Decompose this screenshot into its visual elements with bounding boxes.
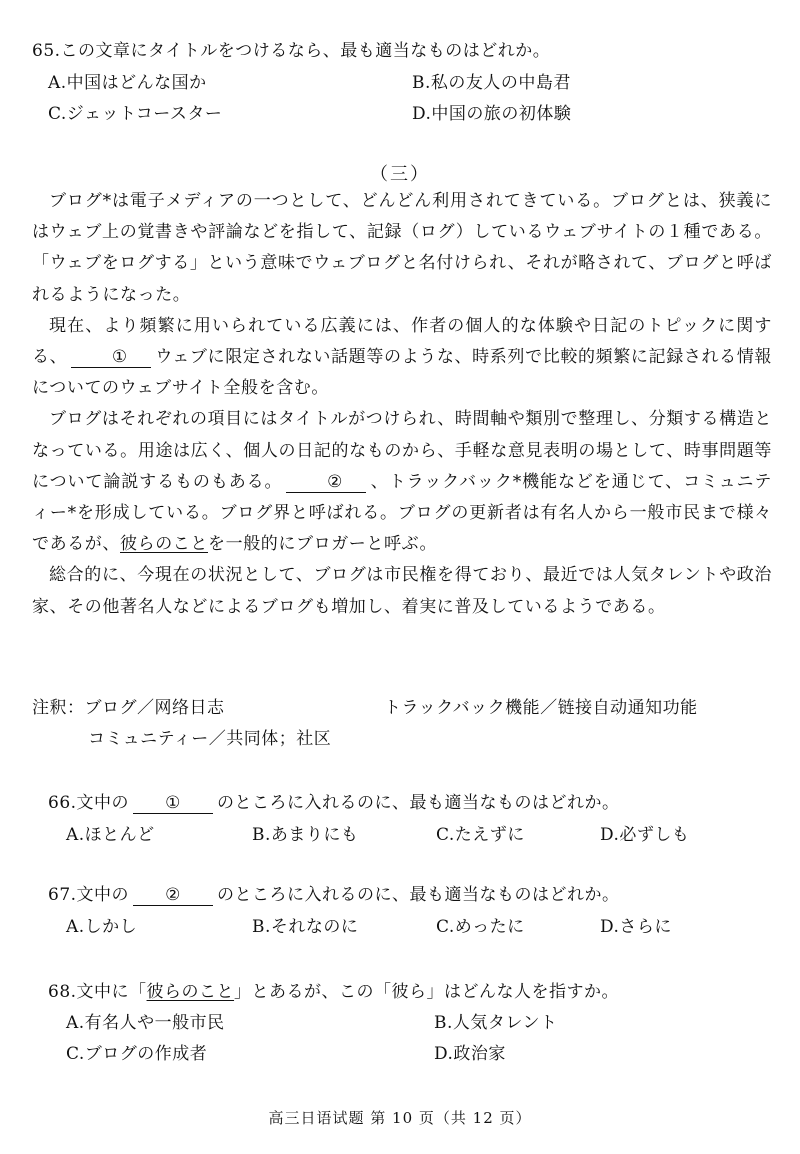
note-blog: ブログ／网络日志 (84, 698, 225, 718)
question-67-option-b: B.それなのに (252, 917, 359, 937)
question-65-option-b: B.私の友人の中島君 (412, 73, 571, 93)
question-68-underlined: 彼らのこと (146, 982, 235, 1002)
question-text: のところに入れるのに、最も適当なものはどれか。 (217, 793, 620, 813)
question-67-stem (48, 880, 620, 906)
question-text: のところに入れるのに、最も適当なものはどれか。 (217, 885, 620, 905)
question-65-option-c: C.ジェットコースター (48, 104, 223, 124)
question-66-blank: ① (133, 793, 213, 814)
passage-text: 現在、より頻繁に用いられている広義には、作者の個人的な体験や日記のトピックに関する、 (32, 315, 772, 368)
question-text: 67.文中の (48, 885, 130, 905)
blank-1: ① (71, 347, 151, 368)
question-67-option-a: A.しかし (66, 917, 138, 937)
section-heading: （三） (370, 164, 430, 185)
reading-passage (32, 186, 772, 623)
question-68-option-d: D.政治家 (434, 1044, 506, 1064)
question-67-option-c: C.めったに (436, 917, 525, 937)
question-65-option-d: D.中国の旅の初体験 (412, 104, 572, 124)
blank-2: ② (286, 472, 366, 493)
notes-label: 注釈： (32, 698, 85, 718)
question-65-option-a: A.中国はどんな国か (48, 73, 207, 93)
passage-text: ブログはそれぞれの項目にはタイトルがつけられ、時間軸や類別で整理し、分類する構造となっている。用途は広く、個人の日記的なものから、手軽な意見表明の場として、時事問題等について論説するものもある。 (32, 409, 772, 492)
question-68-option-b: B.人気タレント (434, 1013, 558, 1033)
question-66-option-a: A.ほとんど (66, 825, 155, 845)
note-trackback: トラックバック機能／链接自动通知功能 (384, 698, 698, 718)
page-footer: 高三日语试题 第 10 页（共 12 页） (268, 1109, 532, 1127)
passage-paragraph-1: ブログ*は電子メディアの一つとして、どんどん利用されてきている。ブログとは、狭義にはウェブ上の覚書きや評論などを指して、記録（ログ）しているウェブサイトの１種である。「ウェブをログする」という意味でウェブログと名付けられ、それが略されて、ブログと呼ばれるようになった。 (32, 191, 772, 305)
passage-paragraph-3 (32, 404, 772, 560)
question-66-option-b: B.あまりにも (252, 825, 359, 845)
question-66-option-c: C.たえずに (436, 825, 525, 845)
passage-text: 、トラックバック*機能などを通じて、コミュニティー*を形成している。ブログ界と呼ばれる。ブログの更新者は有名人から一般市民まで様々であるが、 (32, 471, 772, 555)
question-66-stem (48, 788, 620, 814)
passage-paragraph-2 (32, 311, 772, 405)
passage-text: ウェブに限定されない話題等のような、時系列で比較的頻繁に記録される情報についてのウェブサイト全般を含む。 (32, 347, 772, 399)
question-68-option-c: C.ブログの作成者 (66, 1044, 208, 1064)
question-text: 66.文中の (48, 793, 130, 813)
question-67-blank: ② (133, 885, 213, 906)
question-68-option-a: A.有名人や一般市民 (66, 1013, 225, 1033)
note-community: コミュニティー／共同体；社区 (88, 729, 332, 749)
question-text: 」とあるが、この「彼ら」はどんな人を指すか。 (234, 982, 620, 1002)
question-66-option-d: D.必ずしも (600, 825, 690, 845)
passage-text: を一般的にブロガーと呼ぶ。 (208, 534, 438, 555)
question-67-option-d: D.さらに (600, 917, 672, 937)
passage-paragraph-4: 総合的に、今現在の状況として、ブログは市民権を得ており、最近では人気タレントや政治家、その他著名人などによるブログも増加し、着実に普及しているようである。 (32, 565, 772, 617)
notes-line-1 (32, 693, 225, 718)
underlined-phrase: 彼らのこと (120, 534, 208, 555)
question-65-stem: 65.この文章にタイトルをつけるなら、最も適当なものはどれか。 (32, 41, 551, 61)
question-text: 68.文中に「 (48, 982, 147, 1002)
question-68-stem (48, 977, 619, 1002)
